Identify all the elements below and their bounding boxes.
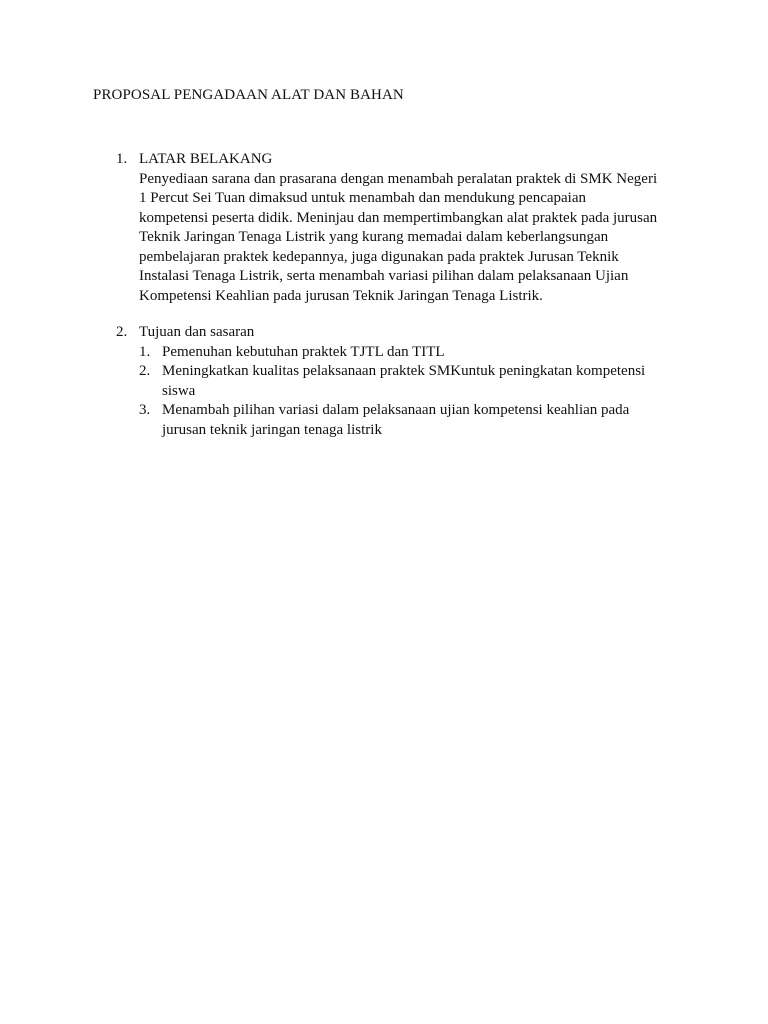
paragraph-line: 1 Percut Sei Tuan dimaksud untuk menambah dan mendukung pencapaian [139,190,587,206]
paragraph-line: pembelajaran praktek kedepannya, juga digunakan pada praktek Jurusan Teknik [139,248,619,265]
section-heading-text: Tujuan dan sasaran [139,324,255,340]
list-item-number: 2. [139,363,151,379]
document-title: PROPOSAL PENGADAAN ALAT DAN BAHAN [93,87,404,103]
list-item [116,362,686,401]
paragraph-line: Kompetensi Keahlian pada jurusan Teknik Jaringan Tenaga Listrik. [139,287,543,304]
section-latar-belakang [116,150,686,306]
section-heading [116,150,686,170]
section-number: 2. [116,324,128,340]
list-item [116,401,686,440]
paragraph-line: Teknik Jaringan Tenaga Listrik yang kurang memadai dalam keberlangsungan [139,229,609,245]
list-item-line: siswa [162,382,196,399]
list-item-line: jurusan teknik jaringan tenaga listrik [162,421,382,438]
list-item-line: Pemenuhan kebutuhan praktek TJTL dan TITL [162,343,445,360]
section-heading-text: LATAR BELAKANG [139,151,273,167]
section-number: 1. [116,151,128,167]
objectives-list [116,343,686,441]
list-item-line: Menambah pilihan variasi dalam pelaksanaan ujian kompetensi keahlian pada [162,402,630,418]
list-item-line: Meningkatkan kualitas pelaksanaan praktek SMKuntuk peningkatan kompetensi [162,363,646,379]
list-item [116,343,686,363]
paragraph-line: kompetensi peserta didik. Meninjau dan mempertimbangkan alat praktek pada jurusan [139,209,658,226]
paragraph-line: Instalasi Tenaga Listrik, serta menambah variasi pilihan dalam pelaksanaan Ujian [139,268,629,284]
section-tujuan-sasaran [116,323,686,440]
list-item-number: 1. [139,343,151,360]
section-paragraph [116,170,686,307]
list-item-number: 3. [139,402,151,418]
section-heading [116,323,686,343]
paragraph-line: Penyediaan sarana dan prasarana dengan menambah peralatan praktek di SMK Negeri [139,170,658,187]
